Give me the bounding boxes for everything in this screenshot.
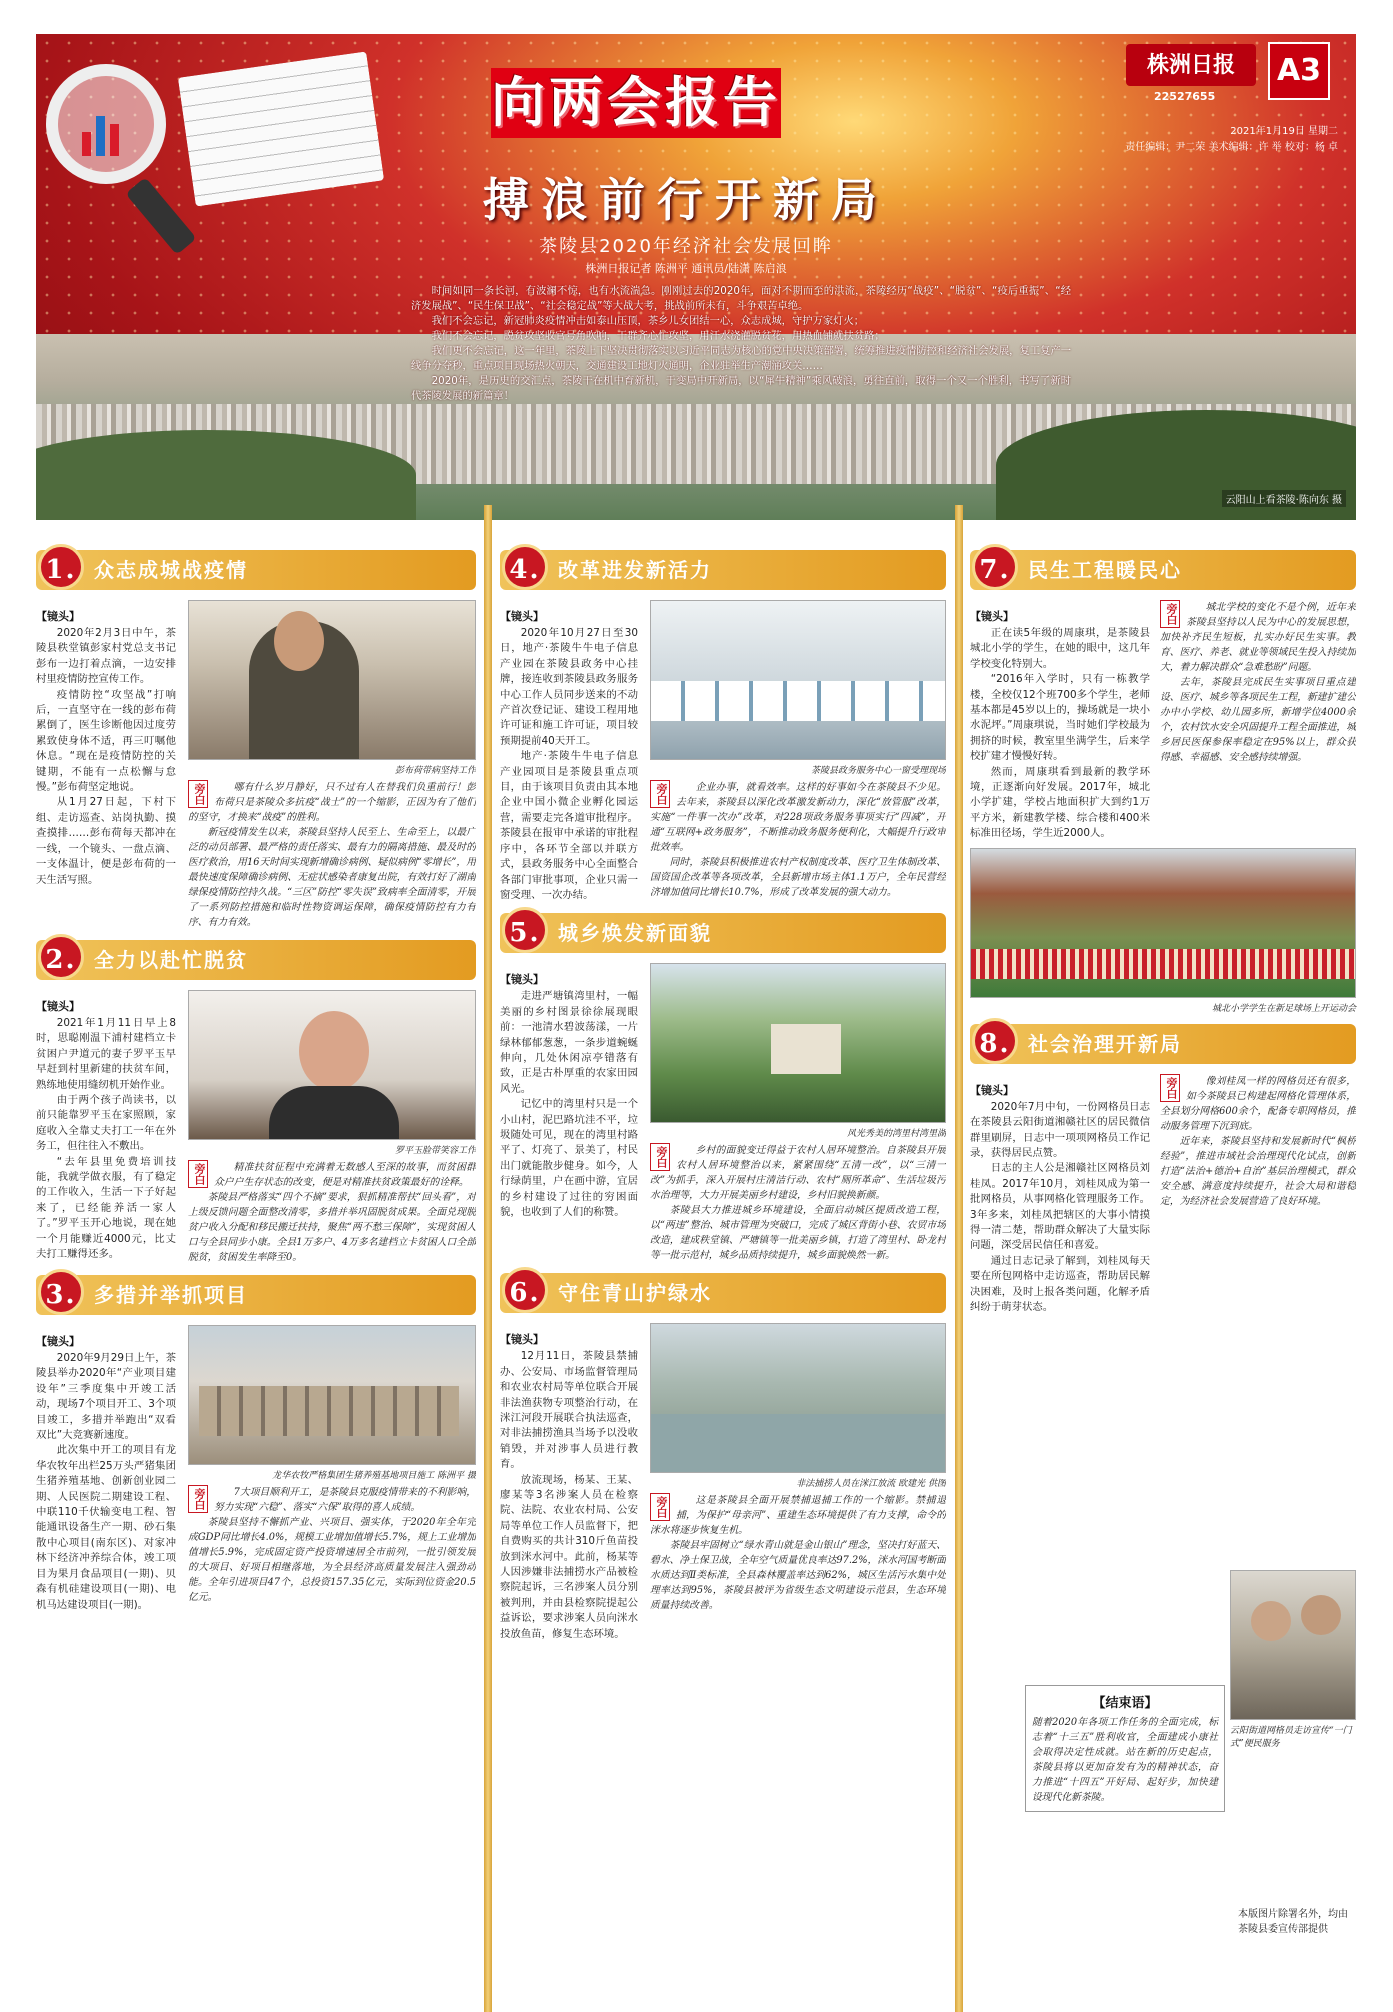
section-body xyxy=(500,989,638,1220)
commentary-paragraph: 城北学校的变化不是个例，近年来茶陵县坚持以人民为中心的发展思想，加快补齐民生短板，扎实办好民生实事。教育、医疗、养老、就业等领域民生投入持续加大，着力解决群众“急难愁盼”问题。 xyxy=(1160,602,1356,673)
body-paragraph: 疫情防控“攻坚战”打响后，一直坚守在一线的彭布荷累倒了，医生诊断他因过度劳累致使身体不适，再三叮嘱他休息。“现在是疫情防控的关键期，不能有一点松懈与怠慢。”彭布荷坚定地说。 xyxy=(36,688,176,794)
photo-caption: 罗平玉脸带笑容工作 xyxy=(394,1146,476,1156)
body-paragraph: 通过日志记录了解到，刘桂凤每天要在所包网格中走访巡查，帮助居民解决困难，及时上报各类问题，化解矛盾纠纷于萌芽状态。 xyxy=(970,1254,1150,1313)
body-paragraph: 地产·茶陵牛牛电子信息产业园项目是茶陵县重点项目，由于该项目负责由其本地企业中国小微企业孵化园运营，需要走完各道审批程序。茶陵县在报审中承诺的审批程序中，各环节全部以并联方式，县政务服务中心全面整合各部门审批事项，企业只需一窗受理、一次办结。 xyxy=(500,750,638,901)
body-paragraph: 放流现场，杨某、王某、廖某等3名涉案人员在检察院、法院、农业农村局、公安局等单位工作人员监督下，把自费购买的共计310斤鱼苗投放到洣水河中。此前，杨某等人因涉嫌非法捕捞水产品被检察院起诉，三名涉案人员分别被判刑，并由县检察院提起公益诉讼，要求涉案人员向洣水投放鱼苗，修复生态环境。 xyxy=(500,1473,638,1640)
commentary-label: 旁白 xyxy=(650,780,670,808)
commentary-text xyxy=(650,1143,946,1263)
body-paragraph: 2020年7月中旬，一份网格员日志在茶陵县云阳街道湘赣社区的居民微信群里刷屏，日志中一项项网格员工作记录，获得居民点赞。 xyxy=(970,1100,1150,1159)
page-subheadline: 茶陵县2020年经济社会发展回眸 xyxy=(539,236,833,257)
commentary-text xyxy=(188,780,476,930)
governance-photo-block xyxy=(1230,1570,1356,1753)
body-paragraph: 日志的主人公是湘赣社区网格员刘桂凤。2017年10月，刘桂凤成为第一批网格员，从事网格化管理服务工作。3年多来，刘桂凤把辖区的大事小情摸得一清二楚，帮助群众解决了大量实际问题，深受居民信任和喜爱。 xyxy=(970,1162,1150,1252)
photo-project xyxy=(188,1325,476,1465)
intro-paragraph: 2020年，是历史的交汇点，茶陵干在机中育新机，于变局中开新局，以“犀牛精神”乘风破浪，勇往直前，取得一个又一个胜利，书写了新时代茶陵发展的新篇章！ xyxy=(411,375,1071,402)
commentary-text xyxy=(188,1485,476,1605)
photo-caption: 茶陵县政务服务中心一窗受理现场 xyxy=(810,766,946,776)
photo-source-note: 本版图片除署名外，均由茶陵县委宣传部提供 xyxy=(1238,1909,1348,1935)
section-title-text: 守住青山护绿水 xyxy=(558,1281,712,1306)
body-paragraph: “2016年入学时，只有一栋教学楼，全校仅12个班700多个学生，老师基本都是45岁以上的，操场就是一块小水泥坪。”周康琪说，当时她们学校最为拥挤的时候，教室里坐满学生，后来学校扩建才慢慢好转。 xyxy=(970,673,1150,763)
body-paragraph: 走进严塘镇湾里村，一幅美丽的乡村图景徐徐展现眼前：一池清水碧波荡漾，一片绿林郁郁葱葱，一条步道蜿蜒伸向，几处休闲凉亭错落有致，正是古朴厚重的农家田园风光。 xyxy=(500,990,638,1095)
photo-poverty xyxy=(188,990,476,1140)
body-paragraph: 正在读5年级的周康琪，是茶陵县城北小学的学生，在她的眼中，这几年学校变化特别大。 xyxy=(970,627,1150,670)
photo-caption: 龙华农牧严格集团生猪养殖基地项目施工 陈洲平 摄 xyxy=(272,1471,476,1481)
commentary-label: 旁白 xyxy=(188,1485,208,1513)
closing-title: 【结束语】 xyxy=(1092,1696,1158,1711)
section-body xyxy=(36,1016,176,1263)
section-5-title xyxy=(500,913,946,953)
commentary-paragraph: 近年来，茶陵县坚持和发展新时代“枫桥经验”，推进市域社会治理现代化试点，创新打造“法治+德治+自治”基层治理模式，群众安全感、满意度持续提升，社会大局和谐稳定，为经济社会发展营造了良好环境。 xyxy=(1160,1135,1356,1207)
section-number: 6. xyxy=(502,1267,548,1313)
commentary-text xyxy=(650,1493,946,1613)
hero-photo-credit: 云阳山上看茶陵·陈向东 摄 xyxy=(1222,490,1346,507)
section-2-title xyxy=(36,940,476,980)
intro-paragraph: 我们更不会忘记，这一年里，茶陵上下坚决贯彻落实以习近平同志为核心的党中央决策部署，统筹推进疫情防控和经济社会发展，复工复产一线争分夺秒，重点项目现场热火朝天，交通建设工地灯火通明，企业驻举生产潮涌攻关…… xyxy=(411,345,1071,372)
section-8-title xyxy=(970,1024,1356,1064)
body-paragraph: 从1月27日起，下村下组、走访巡查、站岗执勤、摸查摸排……彭布荷每天都冲在一线，一个镜头、一盘点滴、一支体温计，便是彭布荷的一天生活写照。 xyxy=(36,796,176,886)
intro-paragraph: 我们不会忘记，脱贫攻坚收官号角吹响，干群齐心忙攻坚，用汗水浇灌脱贫花，用热血铺就扶贫路； xyxy=(431,330,885,342)
body-paragraph: 2020年2月3日中午，茶陵县秩堂镇彭家村党总支书记彭布一边打着点滴，一边安排村里疫情防控宣传工作。 xyxy=(36,627,176,686)
commentary-paragraph: 这是茶陵县全面开展禁捕退捕工作的一个缩影。禁捕退捕，为保护“母亲河”、重建生态环境提供了有力支撑，命令的洣水将逐步恢复生机。 xyxy=(650,1495,946,1537)
commentary-text xyxy=(1160,1074,1356,1209)
intro-paragraph: 时间如同一条长河，有波澜不惊，也有水流湍急。刚刚过去的2020年，面对不期而至的洪流，茶陵经历“战疫”、“脱贫”、“疫后重振”、“经济发展战”、“民生保卫战”、“社会稳定战”等大战大考，挑战前所未有，斗争艰苦卓绝。 xyxy=(411,285,1071,312)
section-number: 5. xyxy=(502,907,548,953)
section-number: 8. xyxy=(972,1018,1018,1064)
section-title-text: 社会治理开新局 xyxy=(1028,1031,1182,1056)
body-paragraph: “去年县里免费培训技能，我就学做衣服，有了稳定的工作收入，生活一下子好起来了，已经能养活一家人了。”罗平玉开心地说，现在她一个月能赚近4000元，比丈夫打工赚得还多。 xyxy=(36,1155,176,1261)
photo-school xyxy=(970,848,1356,998)
body-paragraph: 2021年1月11日早上8时，思聪刚温下浦村建档立卡贫困户尹道元的妻子罗平玉早早赶到村里新建的扶贫车间，熟练地使用缝纫机开始作业。 xyxy=(36,1017,176,1091)
commentary-label: 旁白 xyxy=(650,1493,670,1521)
section-title-text: 民生工程暖民心 xyxy=(1028,558,1182,582)
section-body xyxy=(36,626,176,888)
commentary-paragraph: 精准扶贫征程中充满着无数感人至深的故事，而贫困群众户户生存状态的改变，便是对精准扶贫政策最好的诠释。 xyxy=(214,1162,476,1188)
issue-date: 2021年1月19日 星期二 xyxy=(1230,126,1338,137)
section-title-text: 全力以赴忙脱贫 xyxy=(94,948,248,972)
commentary-paragraph: 企业办事，就看效率。这样的好事如今在茶陵县不少见。去年来，茶陵县以深化改革激发新动力，深化“放管服”改革，实施“一件事一次办”改革，对228项政务服务事项实行“四减”，开通“互联网+政务服务”，不断推动政务服务便利化，大幅提升行政审批效率。 xyxy=(650,782,946,853)
lens-tag: 【镜头】 xyxy=(500,610,544,623)
column-pillar xyxy=(484,505,492,2012)
commentary-label: 旁白 xyxy=(188,780,208,808)
body-paragraph: 2020年10月27日至30日，地产·茶陵牛牛电子信息产业园在茶陵县政务中心挂牌，接连收到茶陵县政务服务中心工作人员同步送来的不动产首次登记证、建设工程用地许可证和施工许可证，项目较预期提前40天开工。 xyxy=(500,627,638,747)
hill-left xyxy=(36,430,416,520)
section-number: 1. xyxy=(38,544,84,590)
body-paragraph: 记忆中的湾里村只是一个小山村，泥巴路坑洼不平，垃圾随处可见，现在的湾里村路平了、灯亮了、景美了，村民出门就能散步健身。如今，人行绿荫里，户在画中游，宜居的乡村建设了过往的穷困面貌，也收到了人们的称赞。 xyxy=(500,1098,638,1218)
commentary-label: 旁白 xyxy=(188,1160,208,1188)
commentary-label: 旁白 xyxy=(1160,1074,1180,1102)
intro-text xyxy=(411,284,1071,404)
newspaper-logo: 株洲日报 xyxy=(1126,44,1256,86)
commentary-paragraph: 7大项目顺利开工，是茶陵县克服疫情带来的不利影响，努力实现“六稳”、落实“六保”取得的喜人成绩。 xyxy=(214,1487,476,1513)
photo-village xyxy=(650,963,946,1123)
section-title-text: 改革进发新活力 xyxy=(558,558,712,582)
column-left xyxy=(36,540,476,1613)
section-body xyxy=(970,626,1150,842)
section-body xyxy=(500,1349,638,1642)
body-paragraph: 由于两个孩子尚读书，以前只能靠罗平玉在家照顾，家庭收入全靠丈夫打工一年在外务工，但往往入不敷出。 xyxy=(36,1094,176,1153)
section-number: 7. xyxy=(972,544,1018,590)
hero-banner xyxy=(36,34,1356,520)
section-body xyxy=(500,626,638,903)
photo-caption: 风光秀美的湾里村湾里湖 xyxy=(846,1129,946,1140)
photo-reform xyxy=(650,600,946,760)
section-body xyxy=(970,1100,1150,1316)
commentary-paragraph: 茶陵县严格落实“四个不摘”要求，狠抓精准帮扶“回头看”，对上级反馈问题全面整改清零，多措并举巩固脱贫成果。全面兑现脱贫户收入分配和移民搬迁扶持，聚焦“两不愁三保障”，实现贫困人口与全县同步小康。全县1万多户、4万多名建档立卡贫困人口全部脱贫，贫困发生率降至0。 xyxy=(188,1192,476,1263)
commentary-label: 旁白 xyxy=(1160,600,1180,628)
photo-caption: 城北小学学生在新足球场上开运动会 xyxy=(1211,1003,1356,1014)
lens-tag: 【镜头】 xyxy=(36,1000,80,1013)
commentary-text xyxy=(1160,600,1356,765)
photo-caption: 彭布荷带病坚持工作 xyxy=(394,766,476,776)
body-paragraph: 此次集中开工的项目有龙华农牧年出栏25万头严猪集团生猪养殖基地、创新创业园二期、人民医院二期建设工程、中联110千伏输变电工程、智能通讯设备生产一期、砂石集散中心项目(南东区)、对家冲林下经济冲养综合体，竣工项目为果月食品项目(一期)、贝森有机硅建设项目(一期)、电机马达建设项目(一期)。 xyxy=(36,1444,176,1611)
hotline-number: 22527655 xyxy=(1154,90,1216,103)
closing-text: 随着2020年各项工作任务的全面完成，标志着“十三五”胜利收官，全面建成小康社会取得决定性成就。站在新的历史起点，茶陵县将以更加奋发有为的精神状态，奋力推进“十四五”开好局、起好步，加快建设现代化新茶陵。 xyxy=(1032,1717,1218,1803)
intro-paragraph: 我们不会忘记，新冠肺炎疫情冲击如泰山压顶，茶乡儿女团结一心，众志成城，守护万家灯火； xyxy=(431,315,865,327)
section-7-title xyxy=(970,550,1356,590)
section-title-text: 城乡焕发新面貌 xyxy=(558,921,712,946)
photo-caption: 云阳街道网格员走访宣传“一门式”便民服务 xyxy=(1230,1726,1352,1749)
section-6-title xyxy=(500,1273,946,1313)
column-banner: 向两会报告 xyxy=(491,68,781,138)
photo-governance xyxy=(1230,1570,1356,1720)
section-number: 2. xyxy=(38,934,84,980)
section-title-text: 多措并举抓项目 xyxy=(94,1283,248,1307)
lens-tag: 【镜头】 xyxy=(970,1083,1014,1097)
photo-river xyxy=(650,1323,946,1473)
commentary-paragraph: 新冠疫情发生以来，茶陵县坚持人民至上、生命至上，以最广泛的动员部署、最严格的责任落实、最有力的隔离措施、最及时的医疗救治，用16天时间实现新增确诊病例、疑似病例“零增长”，用最快速度保障确诊病例、无症状感染者康复出院，有效打好了湖南绿保疫情防控持久战。“三区”防控“零失误”致病率全面清零，开展了一系列防控措施和临时性物资调运保障，确保疫情防控有力有序、有力有效。 xyxy=(188,827,476,928)
commentary-paragraph: 像刘桂凤一样的网格员还有很多，如今茶陵县已构建起网格化管理体系，全县划分网格600余个，配备专职网格员，推动服务管理下沉到底。 xyxy=(1160,1075,1356,1132)
byline: 株洲日报记者 陈洲平 通讯员/陆潇 陈启浪 xyxy=(585,262,787,275)
body-paragraph: 然而，周康琪看到最新的教学环境，正逐渐向好发展。2017年，城北小学扩建，学校占地面积扩大到约1万平方米，新建教学楼、综合楼和400米标准田径场，学生近2000人。 xyxy=(970,765,1150,840)
commentary-paragraph: 哪有什么岁月静好，只不过有人在替我们负重前行！彭布荷只是茶陵众多抗疫“战士”的一个缩影，正因为有了他们的坚守，才换来“战疫”的胜利。 xyxy=(188,782,476,823)
column-right xyxy=(970,540,1356,1315)
photo-caption: 非法捕捞人员在洣江放流 欧建光 供图 xyxy=(796,1479,946,1490)
lens-tag: 【镜头】 xyxy=(500,973,544,987)
section-3-title xyxy=(36,1275,476,1315)
commentary-paragraph: 同时，茶陵县积极推进农村产权制度改革、医疗卫生体制改革、国资国企改革等各项改革，全县新增市场主体1.1万户，全年民营经济增加值同比增长10.7%，形成了改革发展的强大动力。 xyxy=(650,857,946,898)
commentary-paragraph: 去年，茶陵县完成民生实事项目重点建设、医疗、城乡等各项民生工程，新建扩建公办中小学校、幼儿园多所，新增学位4000余个，农村饮水安全巩固提升工程全面推进，城乡居民医保参保率稳定在95%以上，群众获得感、幸福感、安全感持续增强。 xyxy=(1160,677,1356,763)
section-4-title xyxy=(500,550,946,590)
commentary-text xyxy=(650,780,946,900)
commentary-paragraph: 乡村的面貌变迁得益于农村人居环境整治。自茶陵县开展农村人居环境整治以来，紧紧围绕“五清一改”，以“三清一改”为抓手，深入开展村庄清洁行动、农村“厕所革命”、生活垃圾污水治理等，大力开展美丽乡村建设，乡村旧貌换新颜。 xyxy=(650,1145,946,1202)
document-scroll-graphic xyxy=(178,51,384,206)
lens-tag: 【镜头】 xyxy=(970,610,1014,623)
editor-credits: 责任编辑：尹二荣 美术编辑：许 举 校对：杨 卓 xyxy=(1125,142,1338,153)
section-number: 3. xyxy=(38,1269,84,1315)
section-body xyxy=(36,1351,176,1613)
commentary-label: 旁白 xyxy=(650,1143,670,1171)
lens-tag: 【镜头】 xyxy=(36,610,80,623)
section-number: 4. xyxy=(502,544,548,590)
commentary-paragraph: 茶陵县牢固树立“绿水青山就是金山银山”理念，坚决打好蓝天、碧水、净土保卫战，全年空气质量优良率达97.2%，洣水河国考断面水质达到Ⅱ类标准，全县森林覆盖率达到62%，城区生活污水集中处理率达到95%，茶陵县被评为省级生态文明建设示范县，生态环境质量持续改善。 xyxy=(650,1540,946,1612)
commentary-paragraph: 茶陵县坚持不懈抓产业、兴项目、强实体，于2020年全年完成GDP同比增长4.0%，规模工业增加值增长5.7%，规上工业增加值增长5.9%，完成固定资产投资增速居全市前列，一批引领发展的大项目、好项目相继落地，为全县经济高质量发展注入强劲动能。全年引进项目47个，总投资157.35亿元，实际到位资金20.5亿元。 xyxy=(188,1517,476,1603)
magnifier-icon xyxy=(46,64,166,184)
closing-remarks xyxy=(1025,1685,1225,1812)
commentary-text xyxy=(188,1160,476,1265)
body-paragraph: 12月11日，茶陵县禁捕办、公安局、市场监督管理局和农业农村局等单位联合开展非法渔获物专项整治行动，在洣江河段开展联合执法巡查，对非法捕捞渔具当场予以没收销毁，并对涉事人员进行教育。 xyxy=(500,1350,638,1471)
lens-tag: 【镜头】 xyxy=(36,1335,80,1348)
photo-epidemic xyxy=(188,600,476,760)
section-title-text: 众志成城战疫情 xyxy=(94,558,248,582)
commentary-paragraph: 茶陵县大力推进城乡环境建设，全面启动城区提质改造工程，以“两违”整治、城市管理为突破口，完成了城区背街小巷、农贸市场改造，建成秩堂镇、严塘镇等一批美丽乡镇，打造了湾里村、卧龙村等一批示范村，城乡品质持续提升，城乡面貌焕然一新。 xyxy=(650,1205,946,1262)
body-paragraph: 2020年9月29日上午，茶陵县举办2020年“产业项目建设年”三季度集中开竣工活动，现场7个项目开工、3个项目竣工，多措并举跑出“双看双比”大竞赛新速度。 xyxy=(36,1352,176,1442)
lens-tag: 【镜头】 xyxy=(500,1333,544,1347)
column-pillar xyxy=(955,505,963,2012)
column-middle xyxy=(500,540,946,1642)
section-1-title xyxy=(36,550,476,590)
page-number: A3 xyxy=(1268,42,1330,100)
page-headline: 搏浪前行开新局 xyxy=(483,173,889,227)
